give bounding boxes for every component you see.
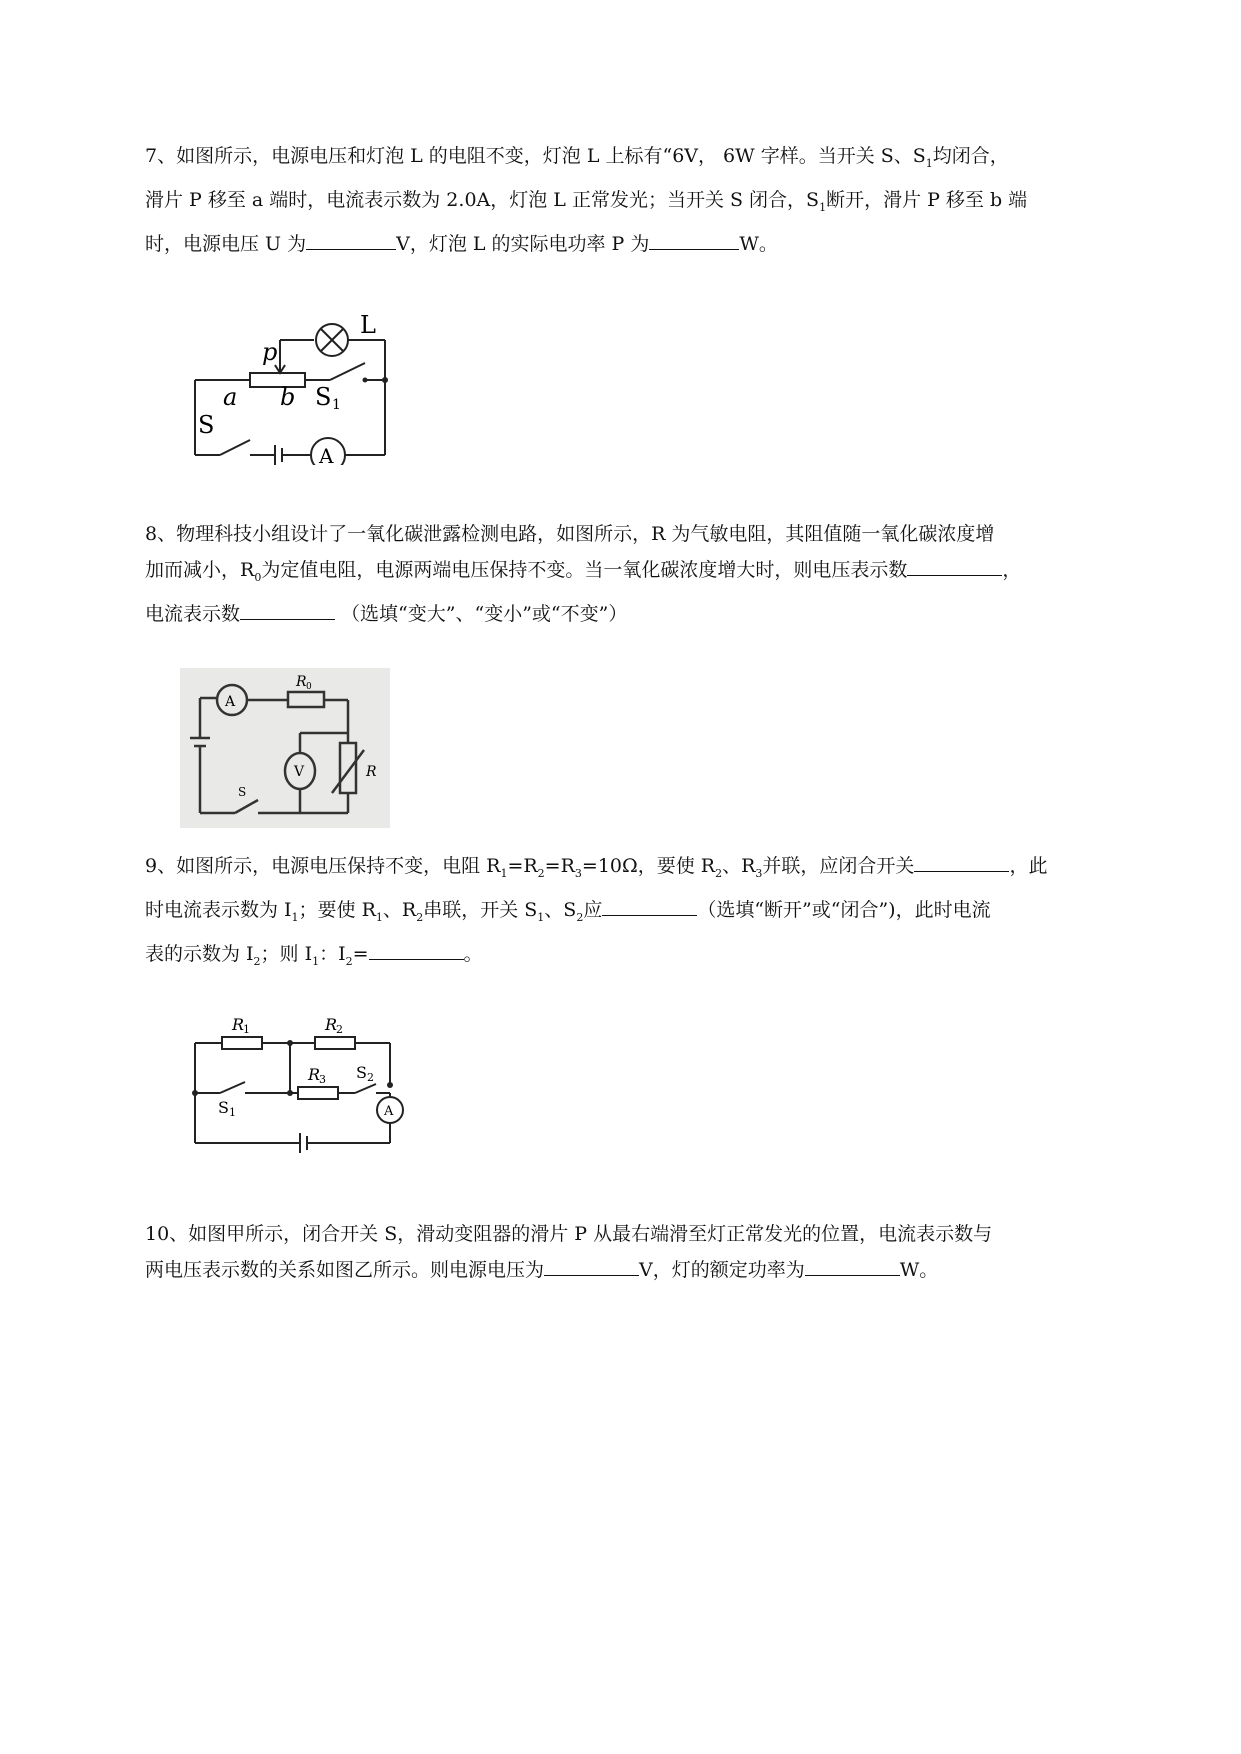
q8-circuit-photo — [180, 668, 390, 828]
question-9 — [145, 848, 1150, 979]
question-8 — [145, 516, 1150, 632]
q7-line-3: 时，电源电压 U 为 V，灯泡 L 的实际电功率 P 为 W。 — [145, 226, 1150, 262]
q8-line-3: 电流表示数 （选填“变大”、“变小”或“不变”） — [145, 596, 1150, 632]
svg-text:S: S — [218, 1098, 229, 1117]
svg-text:1: 1 — [332, 397, 341, 413]
svg-text:b: b — [280, 383, 296, 411]
svg-text:V: V — [294, 764, 305, 780]
q9-ratio-blank[interactable] — [369, 937, 464, 960]
q9-line-3: 表的示数为 $I_2$；则 $I_1$：$I_2=$ 。 — [145, 936, 1150, 980]
svg-text:R: R — [366, 764, 377, 780]
svg-text:a: a — [223, 383, 238, 411]
q7-rheostat — [250, 373, 305, 387]
q8-line-2: 加而减小，$R_0$为定值电阻，电源两端电压保持不变。当一氧化碳浓度增大时，则电压表示数 ， — [145, 552, 1150, 596]
q7-switch-s1 — [330, 363, 365, 380]
q9-switch-s2 — [355, 1084, 376, 1093]
q8-photo-background — [180, 668, 390, 828]
q9-resistor-r2 — [315, 1037, 355, 1049]
q10-voltage-blank[interactable] — [544, 1253, 639, 1276]
q9-resistor-r3 — [298, 1087, 338, 1099]
svg-text:2: 2 — [336, 1023, 343, 1036]
svg-text:S: S — [198, 411, 215, 439]
svg-text:1: 1 — [243, 1023, 250, 1036]
q7-circuit-diagram — [180, 305, 410, 465]
svg-text:R: R — [296, 674, 307, 690]
q7-line-1: 7、如图所示，电源电压和灯泡 L 的电阻不变，灯泡 L 上标有“6V， 6W 字样。当开关 S、$S_1$均闭合， — [145, 145, 1009, 170]
svg-text:S: S — [356, 1063, 367, 1082]
q10-power-blank[interactable] — [805, 1253, 900, 1276]
svg-text:R: R — [325, 1015, 338, 1034]
q9-resistor-r1 — [222, 1037, 262, 1049]
svg-text:S: S — [238, 785, 247, 799]
svg-text:2: 2 — [367, 1071, 374, 1084]
question-10 — [145, 1216, 1150, 1288]
svg-text:R: R — [232, 1015, 245, 1034]
q8-line-1: 8、物理科技小组设计了一氧化碳泄露检测电路，如图所示，R 为气敏电阻，其阻值随一氧化碳浓度增 — [145, 523, 995, 545]
q10-line-1: 10、如图甲所示，闭合开关 S，滑动变阻器的滑片 P 从最右端滑至灯正常发光的位置，电流表示数与 — [145, 1223, 993, 1245]
q7-switch-s — [220, 440, 250, 455]
svg-text:A: A — [225, 694, 236, 710]
svg-text:3: 3 — [319, 1073, 326, 1086]
q8-voltmeter-blank[interactable] — [907, 553, 1002, 576]
svg-text:0: 0 — [306, 682, 312, 692]
q10-line-2: 两电压表示数的关系如图乙所示。则电源电压为 V，灯的额定功率为 W。 — [145, 1252, 1150, 1288]
svg-text:1: 1 — [229, 1106, 236, 1119]
q7-voltage-blank[interactable] — [306, 227, 396, 250]
svg-text:A: A — [319, 444, 334, 465]
q7-line-2: 滑片 P 移至 a 端时，电流表示数为 2.0A，灯泡 L 正常发光；当开关 S 闭合，$S_1$断开，滑片 P 移至 b 端 — [145, 188, 1028, 214]
svg-text:S: S — [315, 383, 332, 411]
q9-switch-s1 — [220, 1082, 245, 1093]
svg-text:p: p — [262, 338, 278, 366]
q9-switch-blank[interactable] — [914, 849, 1009, 872]
q9-circuit-diagram — [180, 1008, 420, 1163]
svg-text:A: A — [384, 1104, 394, 1119]
question-7 — [145, 138, 1150, 262]
svg-text:R: R — [308, 1065, 321, 1084]
svg-text:L: L — [360, 311, 376, 339]
q9-line-1: 9、如图所示，电源电压保持不变，电阻 $R_1=R_2=R_3=10\Omega$，要使 $R_2$、$R_3$并联，应闭合开关 ，此 — [145, 848, 1150, 892]
q9-line-2: 时电流表示数为 $I_1$；要使 $R_1$、$R_2$串联，开关 $S_1$、$S_2$应 （选填“断开”或“闭合”)，此时电流 — [145, 892, 1150, 936]
q9-state-blank[interactable] — [602, 893, 697, 916]
q8-ammeter-blank[interactable] — [240, 597, 335, 620]
q7-power-blank[interactable] — [649, 227, 739, 250]
